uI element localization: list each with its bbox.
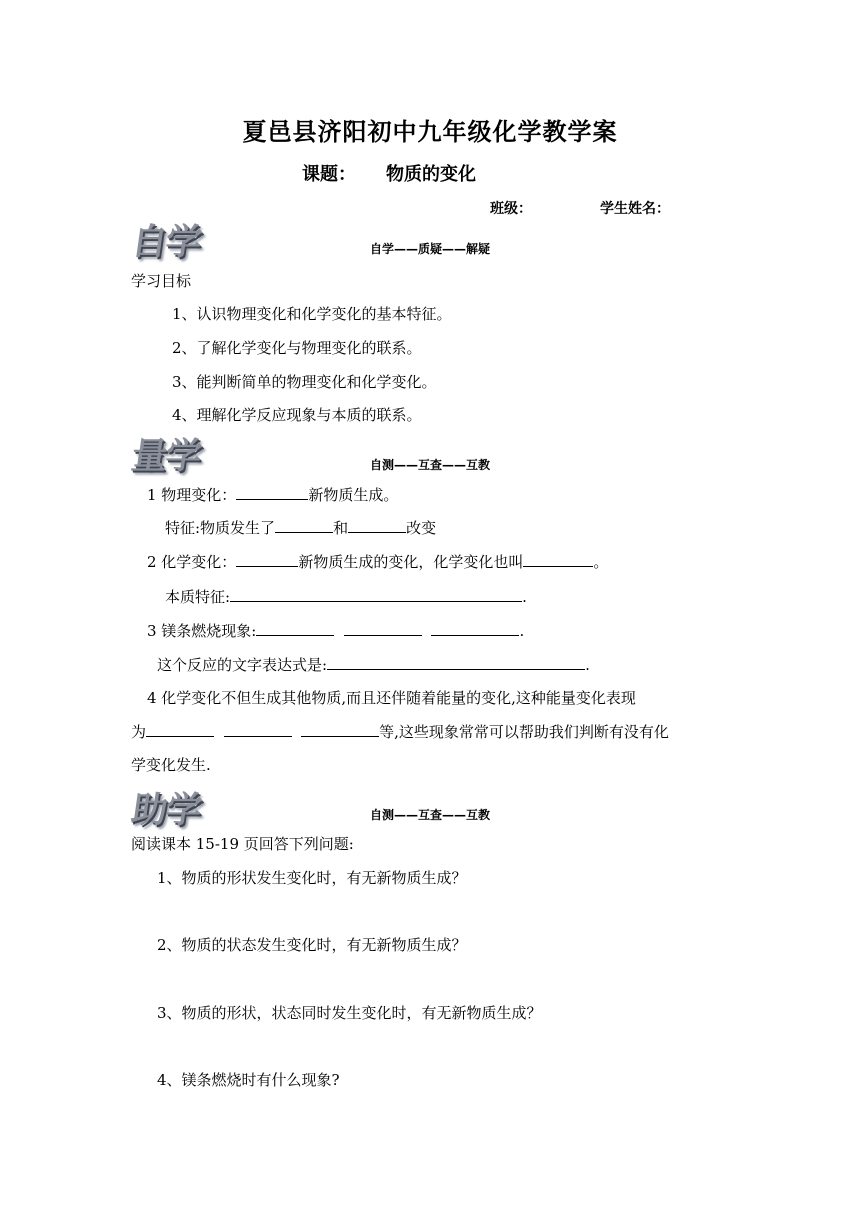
q2-text: 新物质生成的变化，化学变化也叫 [298,553,524,571]
topic-value: 物质的变化 [386,164,476,185]
answer-blank[interactable] [348,517,406,533]
answer-blank[interactable] [523,551,593,567]
q2-essence-label: 本质特征: [165,588,231,606]
answer-blank[interactable] [224,721,292,737]
zixue-logo: 自学 [128,222,203,263]
quiz-q1-feature [165,517,436,538]
goal-item: 4、理解化学反应现象与本质的联系。 [172,406,422,424]
reading-intro: 阅读课本 15-19 页回答下列问题: [131,835,354,853]
topic-line [302,160,476,186]
liangxue-logo: 量学 [128,436,203,477]
answer-blank[interactable] [236,484,308,500]
answer-blank[interactable] [236,551,298,567]
quiz-q3 [147,620,524,641]
zhuxue-heading: 自测——互查——互教 [369,808,490,822]
student-name-label: 学生姓名： [600,201,670,217]
q2-end: 。 [593,553,609,571]
q1-feature-end: 改变 [406,519,437,537]
liangxue-heading: 自测——互查——互教 [369,458,490,472]
quiz-q4-line1: 4 化学变化不但生成其他物质,而且还伴随着能量的变化,这种能量变化表现 [147,689,636,707]
q1-label: 1 物理变化： [147,486,237,504]
quiz-q1 [147,484,398,505]
q4-label: 为 [131,723,147,741]
q2-label: 2 化学变化： [147,553,237,571]
answer-blank[interactable] [327,654,585,670]
answer-blank[interactable] [275,517,333,533]
topic-label: 课题： [302,164,356,185]
q4-text: 等,这些现象常常可以帮助我们判断有没有化 [379,723,669,741]
reading-question: 1、物质的形状发生变化时，有无新物质生成？ [157,869,467,887]
period: . [585,656,590,674]
period: . [522,588,527,606]
q1-text: 新物质生成。 [308,486,399,504]
answer-blank[interactable] [344,620,422,636]
reading-question: 3、物质的形状，状态同时发生变化时，有无新物质生成？ [157,1004,542,1022]
quiz-q3-expression [157,654,590,675]
q3-label: 3 镁条燃烧现象: [147,622,257,640]
quiz-q4-line2 [131,721,669,742]
q1-feature-label: 特征:物质发生了 [165,519,276,537]
quiz-q2 [147,551,608,572]
goal-item: 1、认识物理变化和化学变化的基本特征。 [172,305,452,323]
zixue-heading: 自学——质疑——解疑 [369,242,490,256]
student-info-line [490,198,670,218]
period: . [519,622,525,640]
q3-expression-label: 这个反应的文字表达式是: [157,656,328,674]
page-title: 夏邑县济阳初中九年级化学教学案 [242,118,618,146]
class-label: 班级： [490,201,532,217]
goal-item: 3、能判断简单的物理变化和化学变化。 [172,373,437,391]
quiz-q4-line3: 学变化发生. [131,756,211,774]
zhuxue-logo: 助学 [128,790,203,831]
answer-blank[interactable] [431,620,519,636]
quiz-q2-essence [165,586,527,607]
goals-label: 学习目标 [131,272,192,290]
answer-blank[interactable] [146,721,214,737]
q1-feature-and: 和 [333,519,349,537]
reading-question: 4、镁条燃烧时有什么现象? [157,1071,340,1089]
reading-question: 2、物质的状态发生变化时，有无新物质生成？ [157,936,467,954]
goal-item: 2、了解化学变化与物理变化的联系。 [172,339,422,357]
answer-blank[interactable] [256,620,334,636]
answer-blank[interactable] [230,586,522,602]
answer-blank[interactable] [301,721,379,737]
